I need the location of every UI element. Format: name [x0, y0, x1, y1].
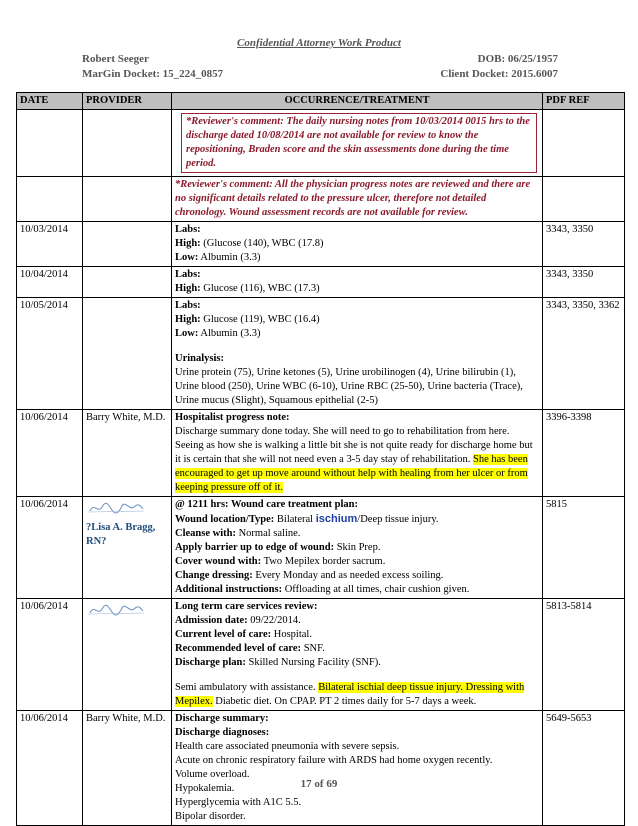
- row-pdf-ref: 3343, 3350: [543, 222, 625, 267]
- row-date: 10/04/2014: [17, 267, 83, 298]
- row-occurrence: Hospitalist progress note: Discharge summary done today. She will need to go to rehabilitation from here. Seeing as how she is walking a little bit she is not quite ready for discharge home but it is certain that she will not need even a 3-5 day stay of rehabilitation. She has been encouraged to get up move around without help with healing from her ulcer or from keeping pressure off of it.: [172, 410, 543, 497]
- page-number: 17 of 69: [300, 778, 338, 790]
- row-provider: [83, 267, 172, 298]
- diagnosis-item: Hyperglycemia with A1C 5.5.: [175, 797, 302, 808]
- diagnosis-item: Health care associated pneumonia with severe sepsis.: [175, 741, 400, 752]
- row-date: 10/06/2014: [17, 497, 83, 599]
- row-provider: [83, 599, 172, 711]
- col-header-pdf-ref: PDF REF: [543, 93, 625, 110]
- signature-image: [86, 602, 146, 618]
- table-row: [17, 110, 625, 177]
- row-occurrence: Labs: High: Glucose (119), WBC (16.4) Low: Albumin (3.3) Urinalysis: Urine protein (75), Urine ketones (5), Urine urobilinogen (4), Urine bilirubin (1), Urine blood (250), Urine WBC (6-10), Urine RBC (25-50), Urine bacteria (Trace), Urine mucus (Slight), Squamous epithelial (2-5): [172, 298, 543, 410]
- signature-image: [86, 500, 146, 516]
- table-row: [17, 410, 625, 497]
- diagnosis-item: Bipolar disorder.: [175, 811, 246, 822]
- highlighted-text: Bilateral ischial deep tissue injury. Dressing with Mepilex.: [175, 682, 525, 707]
- row-occurrence: Discharge summary: Discharge diagnoses: Health care associated pneumonia with severe sepsis. Acute on chronic respiratory failure with ARDS had home oxygen recently. Volume overload. Hypokalemia. Hyperglycemia with A1C 5.5. Bipolar disorder.: [172, 711, 543, 826]
- col-header-provider: PROVIDER: [83, 93, 172, 110]
- row-occurrence: Long term care services review: Admission date: 09/22/2014. Current level of care: Hospital. Recommended level of care: SNF. Discharge plan: Skilled Nursing Facility (SNF). Semi ambulatory with assistance. Bilateral ischial deep tissue injury. Dressing with Mepilex. Diabetic diet. On CPAP. PT 2 times daily for 5-7 days a week.: [172, 599, 543, 711]
- row-date: 10/06/2014: [17, 711, 83, 826]
- row-occurrence: @ 1211 hrs: Wound care treatment plan: Wound location/Type: Bilateral ischium/Deep tissue injury. Cleanse with: Normal saline. Apply barrier up to edge of wound: Skin Prep. Cover wound with: Two Mepilex border sacrum. Change dressing: Every Monday and as needed excess soiling. Additional instructions: Offloading at all times, chair cushion given.: [172, 497, 543, 599]
- patient-name: Robert Seeger: [82, 53, 149, 65]
- row-pdf-ref: 5813-5814: [543, 599, 625, 711]
- row-date: 10/03/2014: [17, 222, 83, 267]
- table-row: [17, 222, 625, 267]
- page-header-title: Confidential Attorney Work Product: [237, 37, 401, 49]
- row-pdf-ref: 5649-5653: [543, 711, 625, 826]
- row-pdf-ref: 3343, 3350: [543, 267, 625, 298]
- row-occurrence: Labs: High: Glucose (116), WBC (17.3): [172, 267, 543, 298]
- chronology-table: [16, 92, 625, 826]
- row-provider: ?Lisa A. Bragg, RN?: [83, 497, 172, 599]
- patient-dob: DOB: 06/25/1957: [477, 53, 558, 65]
- reviewer-comment-box: *Reviewer's comment: The daily nursing notes from 10/03/2014 0015 hrs to the discharge dated 10/08/2014 are not available for review to know the repositioning, Braden score and the skin assessments done during the time period.: [181, 113, 537, 173]
- table-row: [17, 298, 625, 410]
- table-row: [17, 599, 625, 711]
- row-provider: Barry White, M.D.: [83, 410, 172, 497]
- row-provider: [83, 222, 172, 267]
- table-header-row: [17, 93, 625, 110]
- row-pdf-ref: 5815: [543, 497, 625, 599]
- col-header-occurrence: OCCURRENCE/TREATMENT: [172, 93, 543, 110]
- table-row: [17, 267, 625, 298]
- row-date: 10/05/2014: [17, 298, 83, 410]
- client-docket: Client Docket: 2015.6007: [440, 68, 558, 80]
- row-provider: [83, 298, 172, 410]
- table-row: [17, 177, 625, 222]
- highlighted-text: She has been encouraged to get up move around without help with healing from her ulcer or from keeping pressure off of it.: [175, 454, 528, 493]
- reviewer-comment: *Reviewer's comment: All the physician progress notes are reviewed and there are no significant details related to the pressure ulcer, therefore not detailed chronology. Wound assessment records are not available for review.: [175, 179, 531, 218]
- row-provider: Barry White, M.D.: [83, 711, 172, 826]
- row-date: 10/06/2014: [17, 410, 83, 497]
- diagnosis-item: Volume overload.: [175, 769, 250, 780]
- margin-docket: MarGin Docket: 15_224_0857: [82, 68, 224, 80]
- diagnosis-item: Hypokalemia.: [175, 783, 235, 794]
- row-pdf-ref: 3396-3398: [543, 410, 625, 497]
- row-pdf-ref: 3343, 3350, 3362: [543, 298, 625, 410]
- table-row: [17, 497, 625, 599]
- row-date: 10/06/2014: [17, 599, 83, 711]
- row-occurrence: Labs: High: (Glucose (140), WBC (17.8) Low: Albumin (3.3): [172, 222, 543, 267]
- table-row: [17, 711, 625, 826]
- col-header-date: DATE: [17, 93, 83, 110]
- diagnosis-item: Acute on chronic respiratory failure with ARDS had home oxygen recently.: [175, 755, 493, 766]
